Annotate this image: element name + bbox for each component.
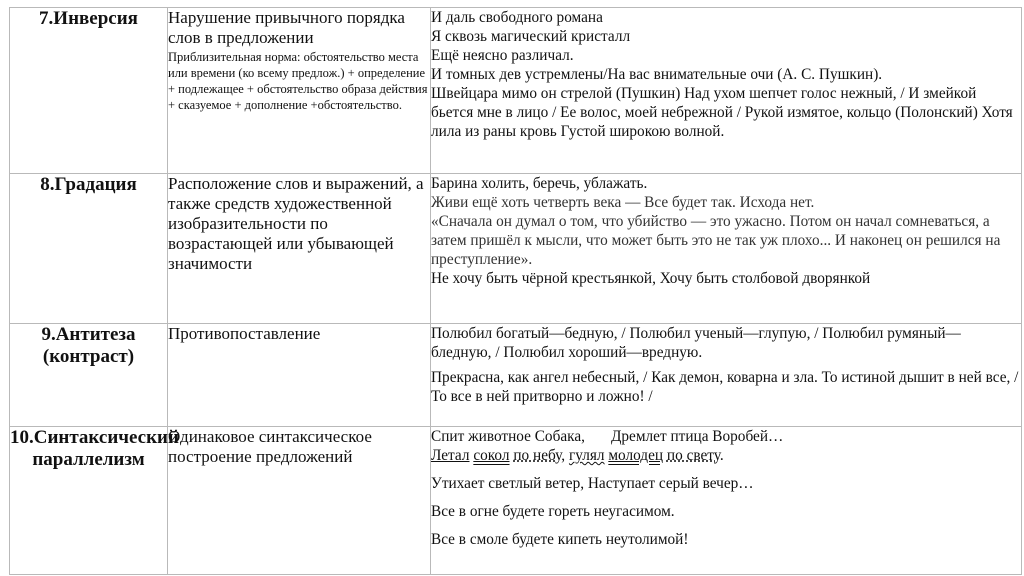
definition-cell [168,324,431,427]
example-fragment: Спит животное Собака, [431,428,585,445]
definition-cell [168,174,431,324]
table-row [10,324,1022,427]
term-cell [10,427,179,575]
examples-cell [431,324,1022,427]
table-row [10,8,1022,174]
table-row [10,427,1022,575]
example-line-underlined [431,446,1021,465]
example-line: Швейцара мимо он стрелой (Пушкин) Над ухом шепчет голос нежный, / И змейкой бьется мне в лицо / Ее волос, моей небрежной / Рукой измятое, кольцо (Полонский) Хотя лила из раны кровь Густой широкою волной. [431,85,1013,140]
example-line: «Сначала он думал о том, что убийство — это ужасно. Потом он начал сомневаться, а затем пришёл к мысли, что может быть это не так уж плохо... И наконец он решился на преступление». [431,213,1001,268]
underlined-word: гулял [568,447,605,464]
example-line: Я сквозь магический кристалл [431,28,631,45]
definition-inversion: Нарушение привычного порядка слов в предложении [168,8,405,47]
period: . [719,447,724,464]
example-line: И томных дев устремлены/На вас внимательные очи (А. С. Пушкин). [431,66,883,83]
examples-cell [431,427,1022,575]
definition-parallelism: Одинаковое синтаксическое построение предложений [168,427,372,466]
term-cell [10,174,168,324]
term-antithesis: 9.Антитеза (контраст) [41,324,136,367]
term-inversion: 7.Инверсия [39,8,138,29]
example-line: И даль свободного романа [431,9,603,26]
term-gradation: 8.Градация [40,174,137,195]
term-cell [10,8,168,174]
underlined-word: Летал [431,447,470,464]
term-cell [10,324,168,427]
example-line: Утихает светлый ветер, Наступает серый вечер… [431,475,754,492]
example-line: Все в огне будете гореть неугасимом. [431,503,675,520]
underlined-word: молодец [608,447,664,464]
definition-cell [168,427,431,575]
example-line: Прекрасна, как ангел небесный, / Как демон, коварна и зла. То истиной дышит в ней все, / То все в ней притворно и ложно! / [431,369,1019,405]
example-line: Ещё неясно различал. [431,47,574,64]
term-parallelism: 10.Синтаксический параллелизм [10,427,179,470]
figures-table [9,7,1022,575]
definition-gradation: Расположение слов и выражений, а также средств художественной изобразительности по возрастающей или убывающей значимости [168,174,424,273]
examples-cell [431,174,1022,324]
example-line: Не хочу быть чёрной крестьянкой, Хочу быть столбовой дворянкой [431,270,871,287]
underlined-word: по свету [666,447,720,464]
separator: , [561,447,569,464]
underlined-word: сокол [473,447,510,464]
definition-antithesis: Противопоставление [168,324,321,343]
underlined-word: по небу [513,447,562,464]
definition-cell [168,8,431,174]
example-line: Барина холить, беречь, ублажать. [431,175,648,192]
example-line: Все в смоле будете кипеть неутолимой! [431,531,689,548]
examples-cell [431,8,1022,174]
example-line: Живи ещё хоть четверть века — Все будет так. Исхода нет. [431,194,815,211]
example-line [431,427,1021,446]
example-fragment: Дремлет птица Воробей… [610,428,784,445]
example-line: Полюбил богатый—бедную, / Полюбил ученый—глупую, / Полюбил румяный—бледную, / Полюбил хороший—вредную. [431,325,961,361]
definition-note: Приблизительная норма: обстоятельство места или времени (ко всему предлож.) + определение + подлежащее + обстоятельство образа действия + сказуемое + дополнение +обстоятельство. [168,50,428,112]
table-row [10,174,1022,324]
